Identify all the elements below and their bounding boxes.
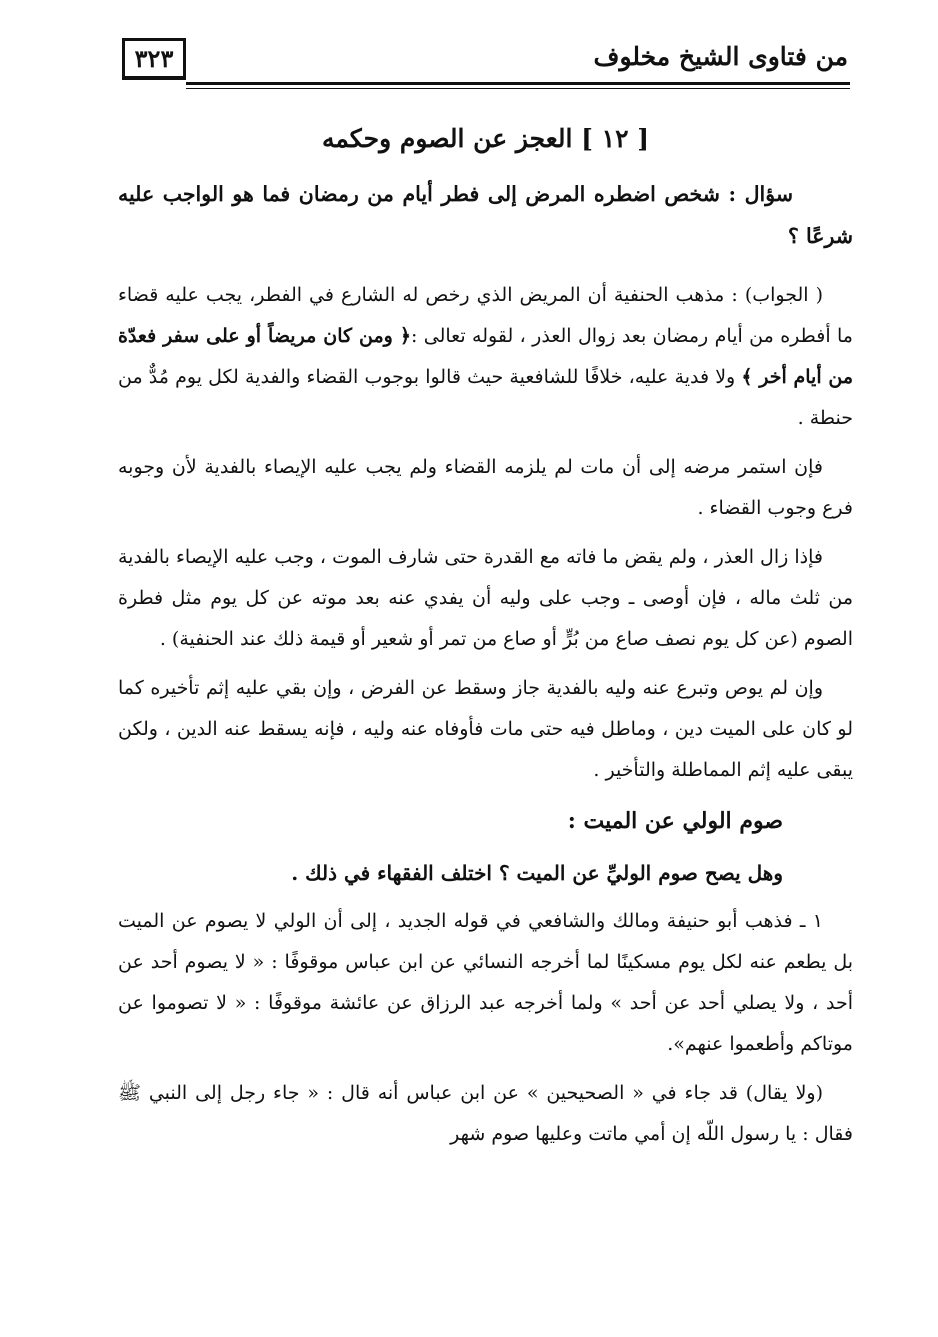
header-rule-thin <box>186 88 850 89</box>
section-question: وهل يصح صوم الوليِّ عن الميت ؟ اختلف الفقهاء في ذلك . <box>291 861 783 885</box>
answer-paragraph-3: فإذا زال العذر ، ولم يقض ما فاته مع القدرة حتى شارف الموت ، وجب عليه الإيصاء بالفدية من ثلث ماله ، فإن أوصى ـ وجب على وليه أن يفدي عنه بعد موته عن كل يوم مثل فطرة الصوم (عن كل يوم نصف صاع من بُرٍّ أو صاع من تمر أو شعير أو قيمة ذلك عند الحنفية) . <box>118 546 853 650</box>
chapter-title: [ ١٢ ] العجز عن الصوم وحكمه <box>321 124 650 153</box>
question-text: سؤال : شخص اضطره المرض إلى فطر أيام من رمضان فما هو الواجب عليه شرعًا ؟ <box>118 182 853 248</box>
section-paragraph-1: ١ ـ فذهب أبو حنيفة ومالك والشافعي في قوله الجديد ، إلى أن الولي لا يصوم عن الميت بل يطعم عنه لكل يوم مسكينًا لما أخرجه النسائي عن ابن عباس موقوفًا : « لا يصوم أحد عن أحد ، ولا يصلي أحد عن أحد » ولما أخرجه عبد الرزاق عن عائشة موقوفًا : « لا تصوموا عن موتاكم وأطعموا عنهم». <box>118 910 853 1055</box>
answer-paragraph-1 <box>118 275 853 439</box>
header-rule <box>186 82 850 85</box>
answer-paragraph-2: فإن استمر مرضه إلى أن مات لم يلزمه القضاء ولم يجب عليه الإيصاء بالفدية لأن وجوبه فرع وجوب القضاء . <box>118 456 853 519</box>
answer-intro: ( الجواب) : مذهب الحنفية أن المريض الذي رخص له الشارع في الفطر، يجب عليه قضاء ما أفطره من أيام رمضان بعد زوال العذر ، لقوله تعالى : <box>118 284 853 347</box>
page-body <box>118 118 853 1163</box>
running-title: من فتاوى الشيخ مخلوف <box>593 42 848 71</box>
section-heading: صوم الولي عن الميت : <box>567 808 783 834</box>
answer-continuation: ولا فدية عليه، خلافًا للشافعية حيث قالوا بوجوب القضاء والفدية لكل يوم مُدٌّ من حنطة . <box>118 366 853 429</box>
page-number: ٣٢٣ <box>122 38 186 80</box>
answer-paragraph-4: وإن لم يوص وتبرع عنه وليه بالفدية جاز وسقط عن الفرض ، وإن بقي عليه إثم تأخيره كما لو كان على الميت دين ، وماطل فيه حتى مات فأوفاه عنه وليه ، فإنه يسقط عنه الدين ، ولكن يبقى عليه إثم المماطلة والتأخير . <box>118 677 853 781</box>
page-header <box>122 38 850 96</box>
quran-verse: ﴿ ومن كان مريضاً أو على سفر فعدّة من أيام أخر ﴾ <box>118 325 854 388</box>
section-paragraph-2: (ولا يقال) قد جاء في « الصحيحين » عن ابن عباس أنه قال : « جاء رجل إلى النبي ﷺ فقال : يا رسول اللّه إن أمي ماتت وعليها صوم شهر <box>118 1082 853 1145</box>
